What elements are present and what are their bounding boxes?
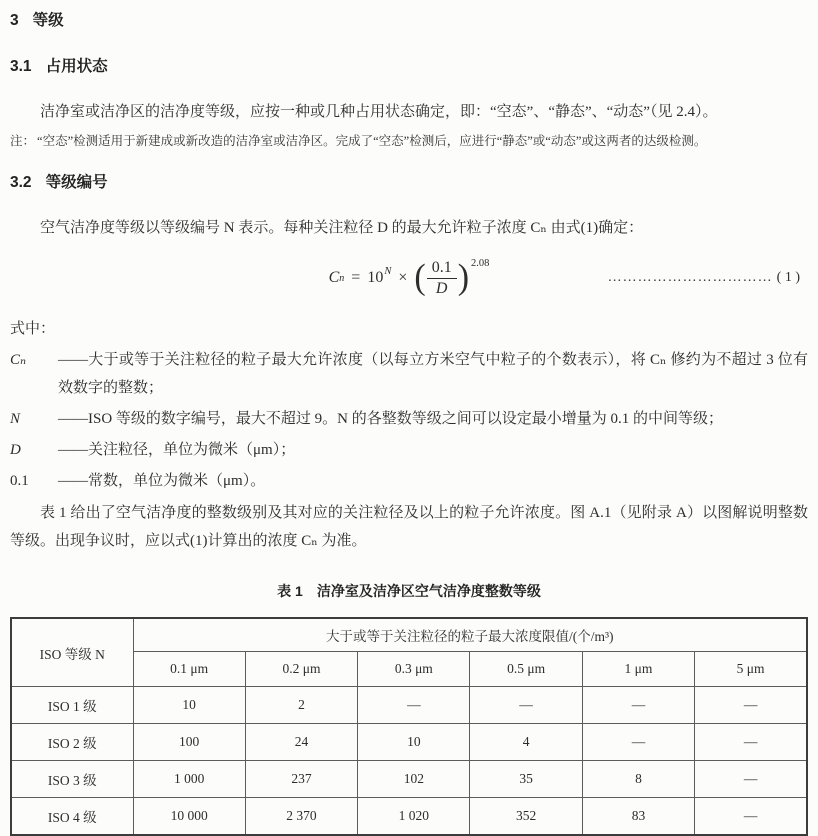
- table-row-iso3: [11, 761, 807, 798]
- definition-text: ——关注粒径，单位为微米（μm）；: [58, 442, 296, 458]
- fraction-numerator: 0.1: [427, 259, 457, 279]
- definition-Cn: [10, 346, 808, 402]
- row-label: ISO 2 级: [11, 724, 133, 761]
- cell-value: —: [695, 761, 807, 798]
- table-row-iso4: [11, 798, 807, 836]
- concentration-limit-header: 大于或等于关注粒径的粒子最大浓度限值/(个/m³): [133, 618, 807, 652]
- equation-leader: [489, 270, 808, 286]
- size-header-0-5um: 0.5 μm: [470, 652, 582, 687]
- left-paren: (: [414, 258, 426, 297]
- cell-value: 1 000: [133, 761, 245, 798]
- size-header-1um: 1 μm: [582, 652, 694, 687]
- size-header-0-2um: 0.2 μm: [245, 652, 357, 687]
- note-text: “空态”检测适用于新建成或新改造的洁净室或洁净区。完成了“空态”检测后，应进行“静态”或“动态”或这两者的达级检测。: [37, 134, 707, 148]
- symbol-N: N: [10, 411, 21, 427]
- clause-3-heading: [10, 8, 808, 30]
- cell-value: 8: [582, 761, 694, 798]
- clause-number: 3.1: [10, 58, 32, 75]
- leader-dots: ……………………………: [607, 270, 773, 285]
- concentration-symbol: C: [328, 269, 340, 286]
- clause-3-2-heading: [10, 170, 808, 192]
- document-page: [10, 8, 808, 836]
- definition-N: [10, 405, 808, 433]
- exponent-value: 2.08: [471, 257, 490, 269]
- table-caption-label: 表 1: [277, 583, 303, 599]
- definition-0-1: [10, 467, 808, 495]
- equation-1-row: [10, 250, 808, 306]
- table-reference-paragraph: 表 1 给出了空气洁净度的整数级别及其对应的关注粒径及以上的粒子允许浓度。图 A.1（见附录 A）以图解说明整数等级。出现争议时，应以式(1)计算出的浓度 Cₙ 为准。: [10, 505, 808, 549]
- cell-value: —: [582, 724, 694, 761]
- clause-3-1-heading: [10, 54, 808, 76]
- symbol-D: D: [10, 442, 21, 458]
- symbol-Cn: Cₙ: [10, 352, 27, 368]
- iso-class-table: [10, 617, 808, 836]
- table-caption-title: 洁净室及洁净区空气洁净度整数等级: [316, 583, 541, 599]
- cell-value: 10: [133, 687, 245, 724]
- cell-value: 4: [470, 724, 582, 761]
- class-number-intro-paragraph: 空气洁净度等级以等级编号 N 表示。每种关注粒径 D 的最大允许粒子浓度 Cₙ 由式(1)确定：: [40, 220, 644, 236]
- cell-value: —: [695, 798, 807, 836]
- cell-value: 100: [133, 724, 245, 761]
- definition-text: ——大于或等于关注粒径的粒子最大允许浓度（以每立方米空气中粒子的个数表示），将 Cₙ 修约为不超过 3 位有效数字的整数；: [58, 352, 808, 396]
- cell-value: —: [695, 724, 807, 761]
- cell-value: 102: [358, 761, 470, 798]
- occupancy-state-paragraph: 洁净室或洁净区的洁净度等级，应按一种或几种占用状态确定，即：“空态”、“静态”、“动态”（见 2.4）。: [40, 104, 718, 120]
- equation-1: [329, 259, 490, 298]
- table-1-caption: [10, 581, 808, 601]
- cell-value: —: [358, 687, 470, 724]
- definition-text: ——ISO 等级的数字编号，最大不超过 9。N 的各整数等级之间可以设定最小增量为 0.1 的中间等级；: [58, 411, 724, 427]
- clause-number: 3: [10, 12, 19, 29]
- size-header-0-1um: 0.1 μm: [133, 652, 245, 687]
- base-ten: 10: [367, 269, 384, 286]
- cell-value: 24: [245, 724, 357, 761]
- right-paren: ): [457, 258, 470, 297]
- clause-title: 等级: [32, 12, 64, 29]
- cell-value: 2: [245, 687, 357, 724]
- fraction-denominator: D: [435, 279, 448, 297]
- cell-value: —: [470, 687, 582, 724]
- cell-value: 10 000: [133, 798, 245, 836]
- exponent-N: N: [384, 265, 392, 277]
- equation-number: ( 1 ): [776, 270, 800, 285]
- fraction: [427, 259, 457, 298]
- multiplication-sign: ×: [398, 269, 408, 286]
- table-header-row-1: [11, 618, 807, 652]
- clause-number: 3.2: [10, 174, 32, 191]
- cell-value: 1 020: [358, 798, 470, 836]
- cell-value: 237: [245, 761, 357, 798]
- size-header-0-3um: 0.3 μm: [358, 652, 470, 687]
- row-label: ISO 1 级: [11, 687, 133, 724]
- definition-D: [10, 436, 808, 464]
- table-row-iso1: [11, 687, 807, 724]
- cell-value: 10: [358, 724, 470, 761]
- equals-sign: =: [351, 269, 361, 286]
- note-label: 注：: [10, 134, 36, 148]
- cell-value: 352: [470, 798, 582, 836]
- size-header-5um: 5 μm: [695, 652, 807, 687]
- cell-value: —: [582, 687, 694, 724]
- symbol-0-1: 0.1: [10, 473, 29, 489]
- row-label: ISO 4 级: [11, 798, 133, 836]
- cell-value: 2 370: [245, 798, 357, 836]
- concentration-subscript: n: [339, 272, 345, 284]
- where-label: 式中：: [10, 321, 56, 337]
- row-label: ISO 3 级: [11, 761, 133, 798]
- iso-class-column-header: ISO 等级 N: [11, 618, 133, 687]
- clause-title: 等级编号: [45, 174, 108, 191]
- definition-text: ——常数，单位为微米（μm）。: [58, 473, 266, 489]
- table-row-iso2: [11, 724, 807, 761]
- occupancy-note: [10, 129, 808, 154]
- cell-value: 35: [470, 761, 582, 798]
- cell-value: —: [695, 687, 807, 724]
- cell-value: 83: [582, 798, 694, 836]
- clause-title: 占用状态: [45, 58, 108, 75]
